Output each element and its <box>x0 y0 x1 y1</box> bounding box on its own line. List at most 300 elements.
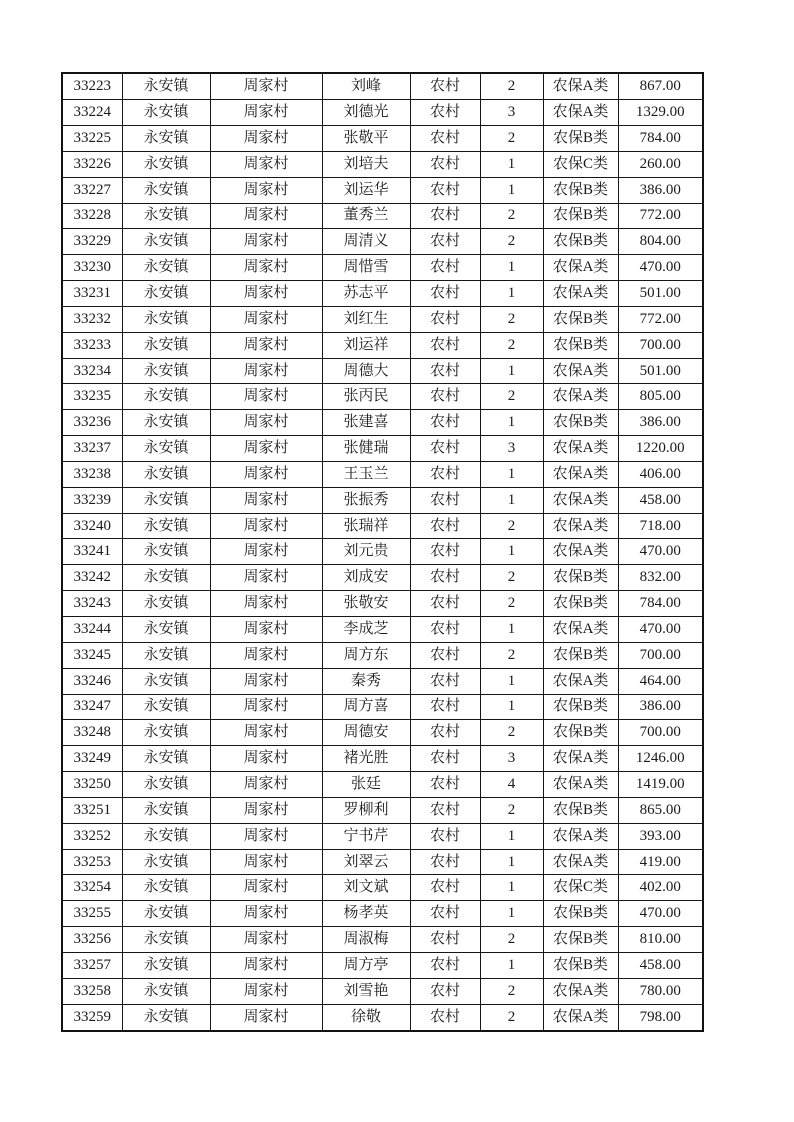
cell-amount: 419.00 <box>618 849 703 875</box>
cell-record-id: 33227 <box>62 177 122 203</box>
cell-village: 周家村 <box>210 642 322 668</box>
cell-town: 永安镇 <box>122 513 210 539</box>
cell-person-count: 3 <box>480 746 543 772</box>
cell-person-name: 罗柳利 <box>322 797 410 823</box>
cell-village: 周家村 <box>210 332 322 358</box>
cell-town: 永安镇 <box>122 746 210 772</box>
cell-village: 周家村 <box>210 617 322 643</box>
cell-village: 周家村 <box>210 125 322 151</box>
cell-person-count: 1 <box>480 952 543 978</box>
cell-household-type: 农村 <box>410 901 480 927</box>
cell-person-count: 4 <box>480 772 543 798</box>
cell-insurance-category: 农保A类 <box>543 746 618 772</box>
cell-amount: 386.00 <box>618 694 703 720</box>
cell-record-id: 33248 <box>62 720 122 746</box>
cell-household-type: 农村 <box>410 694 480 720</box>
cell-person-name: 刘培夫 <box>322 151 410 177</box>
cell-village: 周家村 <box>210 203 322 229</box>
cell-record-id: 33238 <box>62 461 122 487</box>
table-row <box>62 281 703 307</box>
table-row <box>62 746 703 772</box>
cell-person-name: 刘运华 <box>322 177 410 203</box>
cell-household-type: 农村 <box>410 1004 480 1031</box>
cell-household-type: 农村 <box>410 772 480 798</box>
cell-town: 永安镇 <box>122 772 210 798</box>
table-row <box>62 978 703 1004</box>
cell-person-name: 周方亭 <box>322 952 410 978</box>
cell-person-name: 张瑞祥 <box>322 513 410 539</box>
cell-person-name: 王玉兰 <box>322 461 410 487</box>
cell-amount: 470.00 <box>618 255 703 281</box>
cell-town: 永安镇 <box>122 823 210 849</box>
cell-household-type: 农村 <box>410 461 480 487</box>
cell-household-type: 农村 <box>410 591 480 617</box>
cell-town: 永安镇 <box>122 487 210 513</box>
cell-insurance-category: 农保B类 <box>543 332 618 358</box>
cell-insurance-category: 农保A类 <box>543 436 618 462</box>
cell-town: 永安镇 <box>122 565 210 591</box>
table-row <box>62 952 703 978</box>
cell-household-type: 农村 <box>410 565 480 591</box>
cell-person-name: 李成芝 <box>322 617 410 643</box>
table-row <box>62 823 703 849</box>
cell-household-type: 农村 <box>410 384 480 410</box>
cell-household-type: 农村 <box>410 513 480 539</box>
cell-household-type: 农村 <box>410 797 480 823</box>
cell-person-name: 张建喜 <box>322 410 410 436</box>
cell-person-count: 1 <box>480 487 543 513</box>
cell-town: 永安镇 <box>122 281 210 307</box>
table-row <box>62 772 703 798</box>
cell-amount: 260.00 <box>618 151 703 177</box>
cell-record-id: 33241 <box>62 539 122 565</box>
cell-town: 永安镇 <box>122 410 210 436</box>
cell-person-count: 2 <box>480 125 543 151</box>
cell-insurance-category: 农保A类 <box>543 772 618 798</box>
table-row <box>62 487 703 513</box>
cell-household-type: 农村 <box>410 617 480 643</box>
table-row <box>62 642 703 668</box>
cell-village: 周家村 <box>210 151 322 177</box>
cell-insurance-category: 农保A类 <box>543 849 618 875</box>
cell-record-id: 33258 <box>62 978 122 1004</box>
cell-record-id: 33245 <box>62 642 122 668</box>
cell-town: 永安镇 <box>122 539 210 565</box>
cell-person-count: 2 <box>480 927 543 953</box>
cell-record-id: 33225 <box>62 125 122 151</box>
cell-town: 永安镇 <box>122 978 210 1004</box>
cell-household-type: 农村 <box>410 668 480 694</box>
cell-village: 周家村 <box>210 823 322 849</box>
cell-household-type: 农村 <box>410 720 480 746</box>
cell-insurance-category: 农保A类 <box>543 358 618 384</box>
cell-record-id: 33231 <box>62 281 122 307</box>
cell-amount: 1220.00 <box>618 436 703 462</box>
cell-village: 周家村 <box>210 461 322 487</box>
cell-insurance-category: 农保A类 <box>543 461 618 487</box>
cell-insurance-category: 农保A类 <box>543 73 618 100</box>
cell-record-id: 33232 <box>62 306 122 332</box>
cell-record-id: 33259 <box>62 1004 122 1031</box>
cell-village: 周家村 <box>210 668 322 694</box>
cell-insurance-category: 农保B类 <box>543 927 618 953</box>
cell-town: 永安镇 <box>122 901 210 927</box>
cell-person-name: 周惜雪 <box>322 255 410 281</box>
cell-record-id: 33226 <box>62 151 122 177</box>
cell-village: 周家村 <box>210 306 322 332</box>
cell-record-id: 33233 <box>62 332 122 358</box>
cell-insurance-category: 农保A类 <box>543 1004 618 1031</box>
cell-person-name: 张健瑞 <box>322 436 410 462</box>
cell-record-id: 33252 <box>62 823 122 849</box>
cell-town: 永安镇 <box>122 73 210 100</box>
cell-village: 周家村 <box>210 513 322 539</box>
cell-amount: 805.00 <box>618 384 703 410</box>
cell-household-type: 农村 <box>410 823 480 849</box>
cell-amount: 1419.00 <box>618 772 703 798</box>
cell-insurance-category: 农保B类 <box>543 797 618 823</box>
cell-amount: 700.00 <box>618 720 703 746</box>
cell-record-id: 33236 <box>62 410 122 436</box>
cell-household-type: 农村 <box>410 203 480 229</box>
cell-town: 永安镇 <box>122 306 210 332</box>
cell-household-type: 农村 <box>410 358 480 384</box>
table-row <box>62 177 703 203</box>
cell-household-type: 农村 <box>410 332 480 358</box>
cell-village: 周家村 <box>210 591 322 617</box>
cell-amount: 804.00 <box>618 229 703 255</box>
cell-village: 周家村 <box>210 410 322 436</box>
table-row <box>62 797 703 823</box>
cell-person-count: 2 <box>480 229 543 255</box>
cell-village: 周家村 <box>210 849 322 875</box>
table-row <box>62 668 703 694</box>
cell-household-type: 农村 <box>410 281 480 307</box>
cell-amount: 784.00 <box>618 591 703 617</box>
cell-insurance-category: 农保B类 <box>543 901 618 927</box>
table-row <box>62 901 703 927</box>
cell-household-type: 农村 <box>410 642 480 668</box>
cell-person-count: 1 <box>480 617 543 643</box>
cell-record-id: 33254 <box>62 875 122 901</box>
cell-person-count: 2 <box>480 1004 543 1031</box>
cell-village: 周家村 <box>210 487 322 513</box>
cell-amount: 810.00 <box>618 927 703 953</box>
table-row <box>62 203 703 229</box>
cell-amount: 784.00 <box>618 125 703 151</box>
cell-household-type: 农村 <box>410 410 480 436</box>
cell-person-count: 1 <box>480 849 543 875</box>
cell-person-count: 1 <box>480 901 543 927</box>
cell-record-id: 33242 <box>62 565 122 591</box>
cell-person-name: 周清义 <box>322 229 410 255</box>
cell-record-id: 33230 <box>62 255 122 281</box>
cell-household-type: 农村 <box>410 229 480 255</box>
cell-person-count: 2 <box>480 73 543 100</box>
cell-amount: 772.00 <box>618 203 703 229</box>
cell-village: 周家村 <box>210 358 322 384</box>
cell-amount: 700.00 <box>618 332 703 358</box>
cell-town: 永安镇 <box>122 358 210 384</box>
cell-town: 永安镇 <box>122 229 210 255</box>
cell-record-id: 33228 <box>62 203 122 229</box>
cell-amount: 393.00 <box>618 823 703 849</box>
cell-amount: 867.00 <box>618 73 703 100</box>
cell-town: 永安镇 <box>122 875 210 901</box>
cell-village: 周家村 <box>210 694 322 720</box>
cell-person-name: 刘成安 <box>322 565 410 591</box>
cell-village: 周家村 <box>210 927 322 953</box>
cell-insurance-category: 农保B类 <box>543 591 618 617</box>
table-row <box>62 151 703 177</box>
cell-amount: 470.00 <box>618 901 703 927</box>
cell-person-name: 刘文斌 <box>322 875 410 901</box>
cell-insurance-category: 农保A类 <box>543 617 618 643</box>
cell-record-id: 33249 <box>62 746 122 772</box>
cell-person-count: 1 <box>480 151 543 177</box>
cell-amount: 700.00 <box>618 642 703 668</box>
cell-household-type: 农村 <box>410 151 480 177</box>
table-row <box>62 875 703 901</box>
cell-record-id: 33246 <box>62 668 122 694</box>
cell-person-name: 张丙民 <box>322 384 410 410</box>
cell-town: 永安镇 <box>122 617 210 643</box>
cell-record-id: 33243 <box>62 591 122 617</box>
cell-town: 永安镇 <box>122 591 210 617</box>
cell-record-id: 33224 <box>62 100 122 126</box>
cell-village: 周家村 <box>210 746 322 772</box>
cell-person-name: 周淑梅 <box>322 927 410 953</box>
cell-insurance-category: 农保B类 <box>543 125 618 151</box>
cell-village: 周家村 <box>210 73 322 100</box>
cell-village: 周家村 <box>210 565 322 591</box>
cell-person-name: 周方东 <box>322 642 410 668</box>
cell-insurance-category: 农保B类 <box>543 229 618 255</box>
cell-person-name: 刘峰 <box>322 73 410 100</box>
cell-record-id: 33223 <box>62 73 122 100</box>
cell-village: 周家村 <box>210 952 322 978</box>
cell-town: 永安镇 <box>122 125 210 151</box>
cell-amount: 470.00 <box>618 539 703 565</box>
cell-person-name: 刘元贵 <box>322 539 410 565</box>
table-row <box>62 1004 703 1031</box>
cell-household-type: 农村 <box>410 875 480 901</box>
cell-town: 永安镇 <box>122 332 210 358</box>
cell-person-count: 1 <box>480 668 543 694</box>
cell-amount: 865.00 <box>618 797 703 823</box>
cell-person-count: 1 <box>480 539 543 565</box>
cell-person-count: 3 <box>480 100 543 126</box>
cell-person-name: 杨孝英 <box>322 901 410 927</box>
cell-amount: 402.00 <box>618 875 703 901</box>
cell-person-count: 2 <box>480 978 543 1004</box>
cell-household-type: 农村 <box>410 927 480 953</box>
cell-person-count: 3 <box>480 436 543 462</box>
cell-person-name: 张振秀 <box>322 487 410 513</box>
insurance-register-table <box>61 72 704 1032</box>
cell-record-id: 33247 <box>62 694 122 720</box>
cell-amount: 501.00 <box>618 281 703 307</box>
cell-person-count: 2 <box>480 384 543 410</box>
cell-person-count: 2 <box>480 513 543 539</box>
cell-insurance-category: 农保B类 <box>543 410 618 436</box>
cell-insurance-category: 农保B类 <box>543 203 618 229</box>
cell-person-count: 1 <box>480 177 543 203</box>
cell-insurance-category: 农保A类 <box>543 487 618 513</box>
cell-household-type: 农村 <box>410 306 480 332</box>
cell-amount: 832.00 <box>618 565 703 591</box>
table-row <box>62 720 703 746</box>
cell-village: 周家村 <box>210 177 322 203</box>
cell-person-name: 刘红生 <box>322 306 410 332</box>
table-row <box>62 436 703 462</box>
table-row <box>62 229 703 255</box>
cell-amount: 458.00 <box>618 487 703 513</box>
cell-household-type: 农村 <box>410 978 480 1004</box>
cell-village: 周家村 <box>210 539 322 565</box>
cell-person-count: 1 <box>480 875 543 901</box>
table-row <box>62 461 703 487</box>
cell-town: 永安镇 <box>122 255 210 281</box>
cell-insurance-category: 农保A类 <box>543 978 618 1004</box>
cell-record-id: 33239 <box>62 487 122 513</box>
table-row <box>62 125 703 151</box>
table-row <box>62 332 703 358</box>
cell-record-id: 33237 <box>62 436 122 462</box>
table-row <box>62 358 703 384</box>
table-row <box>62 617 703 643</box>
cell-amount: 1246.00 <box>618 746 703 772</box>
cell-town: 永安镇 <box>122 668 210 694</box>
cell-town: 永安镇 <box>122 1004 210 1031</box>
cell-person-count: 2 <box>480 591 543 617</box>
cell-village: 周家村 <box>210 229 322 255</box>
cell-record-id: 33250 <box>62 772 122 798</box>
table-row <box>62 565 703 591</box>
cell-amount: 406.00 <box>618 461 703 487</box>
cell-person-count: 2 <box>480 203 543 229</box>
cell-amount: 718.00 <box>618 513 703 539</box>
cell-insurance-category: 农保A类 <box>543 823 618 849</box>
cell-person-count: 2 <box>480 797 543 823</box>
cell-insurance-category: 农保B类 <box>543 952 618 978</box>
cell-insurance-category: 农保B类 <box>543 720 618 746</box>
cell-person-count: 1 <box>480 823 543 849</box>
cell-town: 永安镇 <box>122 100 210 126</box>
cell-person-count: 1 <box>480 281 543 307</box>
cell-person-name: 宁书芹 <box>322 823 410 849</box>
cell-insurance-category: 农保B类 <box>543 306 618 332</box>
cell-village: 周家村 <box>210 436 322 462</box>
table-row <box>62 384 703 410</box>
cell-record-id: 33257 <box>62 952 122 978</box>
cell-person-name: 张敬安 <box>322 591 410 617</box>
cell-person-count: 1 <box>480 358 543 384</box>
table-row <box>62 410 703 436</box>
cell-insurance-category: 农保B类 <box>543 642 618 668</box>
cell-person-name: 苏志平 <box>322 281 410 307</box>
cell-town: 永安镇 <box>122 203 210 229</box>
cell-insurance-category: 农保B类 <box>543 565 618 591</box>
cell-amount: 464.00 <box>618 668 703 694</box>
cell-village: 周家村 <box>210 100 322 126</box>
cell-household-type: 农村 <box>410 73 480 100</box>
cell-town: 永安镇 <box>122 694 210 720</box>
cell-person-count: 2 <box>480 306 543 332</box>
cell-record-id: 33240 <box>62 513 122 539</box>
table-row <box>62 306 703 332</box>
cell-amount: 780.00 <box>618 978 703 1004</box>
cell-amount: 798.00 <box>618 1004 703 1031</box>
cell-person-name: 周德大 <box>322 358 410 384</box>
cell-household-type: 农村 <box>410 487 480 513</box>
cell-record-id: 33256 <box>62 927 122 953</box>
cell-amount: 1329.00 <box>618 100 703 126</box>
cell-household-type: 农村 <box>410 436 480 462</box>
cell-insurance-category: 农保A类 <box>543 513 618 539</box>
cell-person-name: 周方喜 <box>322 694 410 720</box>
cell-person-name: 刘德光 <box>322 100 410 126</box>
cell-insurance-category: 农保A类 <box>543 281 618 307</box>
cell-person-count: 2 <box>480 642 543 668</box>
cell-village: 周家村 <box>210 1004 322 1031</box>
cell-amount: 458.00 <box>618 952 703 978</box>
cell-amount: 386.00 <box>618 410 703 436</box>
table-row <box>62 73 703 100</box>
cell-insurance-category: 农保C类 <box>543 151 618 177</box>
cell-record-id: 33234 <box>62 358 122 384</box>
cell-village: 周家村 <box>210 384 322 410</box>
table-row <box>62 100 703 126</box>
cell-village: 周家村 <box>210 797 322 823</box>
cell-person-count: 2 <box>480 332 543 358</box>
cell-town: 永安镇 <box>122 642 210 668</box>
cell-village: 周家村 <box>210 720 322 746</box>
cell-record-id: 33253 <box>62 849 122 875</box>
cell-person-count: 1 <box>480 461 543 487</box>
table-body <box>62 73 703 1031</box>
cell-town: 永安镇 <box>122 952 210 978</box>
table-row <box>62 694 703 720</box>
cell-record-id: 33244 <box>62 617 122 643</box>
cell-town: 永安镇 <box>122 384 210 410</box>
cell-person-count: 2 <box>480 565 543 591</box>
table-row <box>62 539 703 565</box>
cell-town: 永安镇 <box>122 720 210 746</box>
cell-town: 永安镇 <box>122 927 210 953</box>
cell-person-name: 秦秀 <box>322 668 410 694</box>
table-row <box>62 849 703 875</box>
cell-insurance-category: 农保B类 <box>543 694 618 720</box>
cell-village: 周家村 <box>210 281 322 307</box>
cell-town: 永安镇 <box>122 461 210 487</box>
cell-insurance-category: 农保B类 <box>543 177 618 203</box>
cell-record-id: 33251 <box>62 797 122 823</box>
cell-person-count: 1 <box>480 694 543 720</box>
cell-household-type: 农村 <box>410 177 480 203</box>
cell-town: 永安镇 <box>122 436 210 462</box>
cell-insurance-category: 农保A类 <box>543 668 618 694</box>
cell-household-type: 农村 <box>410 255 480 281</box>
cell-person-name: 张廷 <box>322 772 410 798</box>
cell-amount: 386.00 <box>618 177 703 203</box>
cell-person-name: 刘翠云 <box>322 849 410 875</box>
cell-insurance-category: 农保A类 <box>543 100 618 126</box>
cell-person-count: 1 <box>480 255 543 281</box>
cell-person-name: 褚光胜 <box>322 746 410 772</box>
cell-household-type: 农村 <box>410 849 480 875</box>
table-row <box>62 513 703 539</box>
